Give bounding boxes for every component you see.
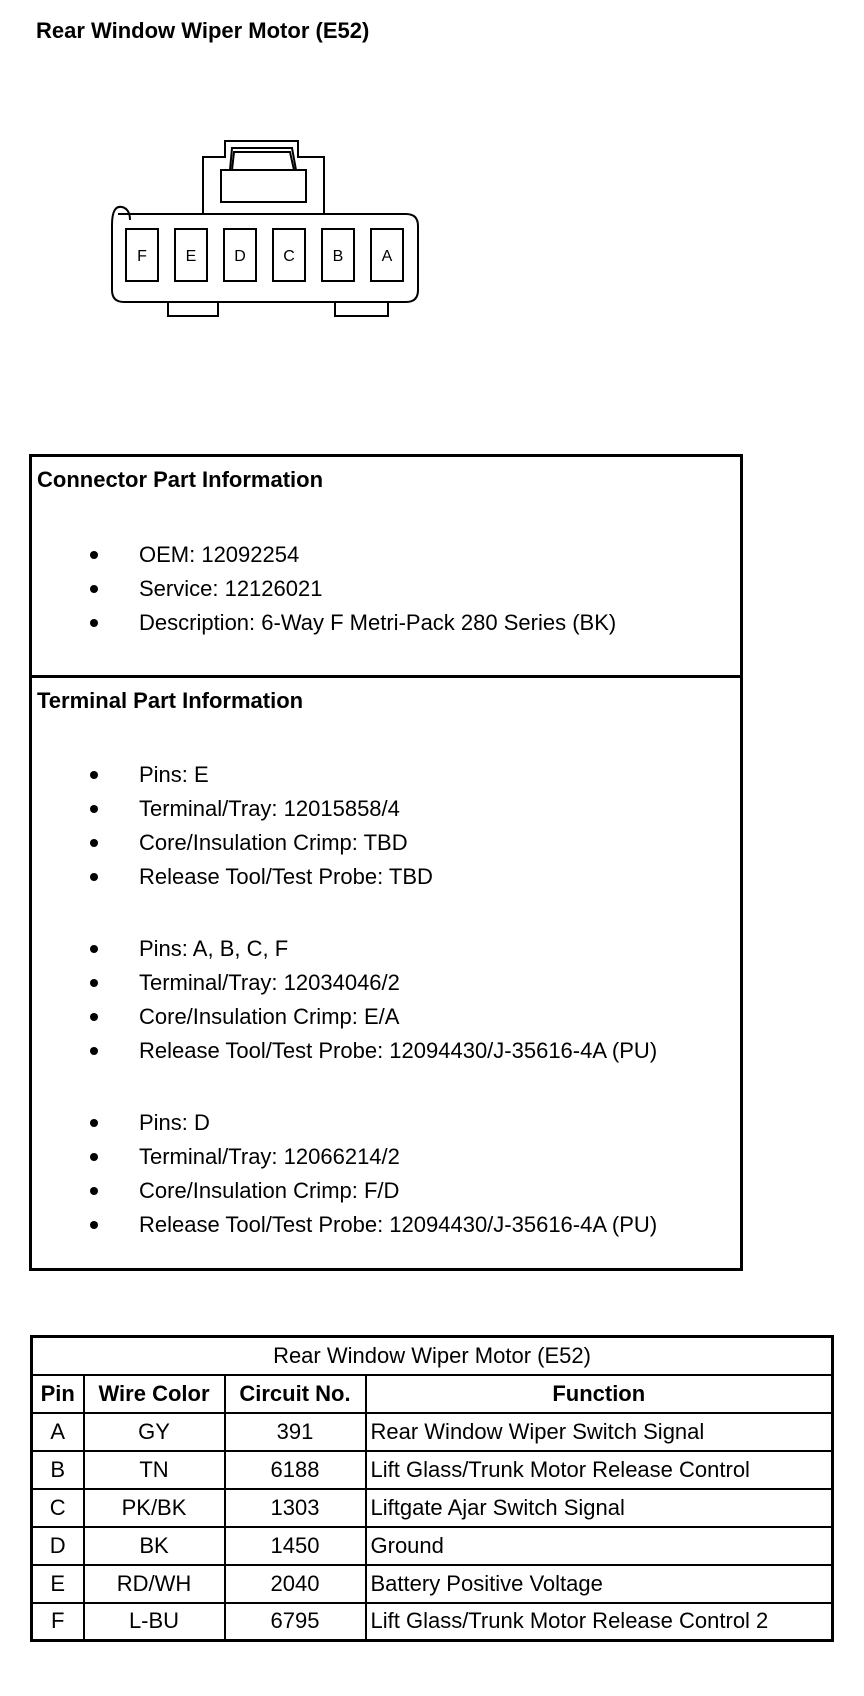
bullet-icon [90,979,98,987]
function-cell: Liftgate Ajar Switch Signal [366,1489,833,1527]
wire-color-cell: RD/WH [84,1565,225,1603]
circuit-cell: 2040 [225,1565,366,1603]
list-item-text: Service: 12126021 [139,576,323,601]
pin-cell: E [32,1565,84,1603]
list-item-text: Terminal/Tray: 12034046/2 [139,970,400,995]
wire-color-cell: TN [84,1451,225,1489]
list-item-text: Terminal/Tray: 12066214/2 [139,1144,400,1169]
list-item-text: Release Tool/Test Probe: 12094430/J-35616-4A (PU) [139,1212,658,1237]
list-item-text: Pins: E [139,762,209,787]
connector-info-heading: Connector Part Information [37,467,324,492]
wire-color-cell: BK [84,1527,225,1565]
connector-tab-right [335,302,388,316]
terminal-info-heading: Terminal Part Information [37,688,304,713]
list-item-text: Core/Insulation Crimp: TBD [139,830,408,855]
bullet-icon [90,945,98,953]
circuit-cell: 391 [225,1413,366,1451]
bullet-icon [90,551,98,559]
bullet-icon [90,585,98,593]
pin-label: E [185,248,197,265]
list-item-text: Release Tool/Test Probe: TBD [139,864,433,889]
pinout-table-caption: Rear Window Wiper Motor (E52) [32,1337,833,1375]
pin-label: F [137,248,147,265]
column-header: Circuit No. [225,1375,366,1413]
pin-label: C [283,248,295,265]
bullet-icon [90,619,98,627]
page-title: Rear Window Wiper Motor (E52) [36,18,370,43]
pin-cell: D [32,1527,84,1565]
connector-latch [221,170,306,202]
circuit-cell: 6795 [225,1603,366,1641]
list-item-text: Pins: D [139,1110,210,1135]
table-row [32,1603,833,1641]
bullet-icon [90,1187,98,1195]
pin-cell: C [32,1489,84,1527]
wire-color-cell: PK/BK [84,1489,225,1527]
pin-cell: A [32,1413,84,1451]
pin-cell: F [32,1603,84,1641]
pin-label: D [234,248,246,265]
pin-label: B [332,248,344,265]
circuit-cell: 1303 [225,1489,366,1527]
wire-color-cell: L-BU [84,1603,225,1641]
column-header: Wire Color [84,1375,225,1413]
bullet-icon [90,1013,98,1021]
pin-label: A [381,248,393,265]
function-cell: Ground [366,1527,833,1565]
pin-cell: B [32,1451,84,1489]
table-row [32,1527,833,1565]
list-item-text: Core/Insulation Crimp: E/A [139,1004,400,1029]
table-row [32,1489,833,1527]
bullet-icon [90,839,98,847]
bullet-icon [90,1047,98,1055]
column-header: Function [366,1375,833,1413]
function-cell: Lift Glass/Trunk Motor Release Control [366,1451,833,1489]
function-cell: Battery Positive Voltage [366,1565,833,1603]
list-item-text: OEM: 12092254 [139,542,300,567]
table-row [32,1451,833,1489]
function-cell: Rear Window Wiper Switch Signal [366,1413,833,1451]
part-info-box [29,454,743,1271]
pinout-table [30,1335,834,1642]
column-header: Pin [32,1375,84,1413]
list-item-text: Pins: A, B, C, F [139,936,289,961]
table-row [32,1413,833,1451]
connector-part-info [32,457,740,678]
wire-color-cell: GY [84,1413,225,1451]
list-item-text: Description: 6-Way F Metri-Pack 280 Series (BK) [139,610,617,635]
connector-tab-left [168,302,218,316]
bullet-icon [90,805,98,813]
list-item-text: Core/Insulation Crimp: F/D [139,1178,400,1203]
connector-diagram [0,0,864,400]
list-item-text: Release Tool/Test Probe: 12094430/J-35616-4A (PU) [139,1038,658,1063]
bullet-icon [90,771,98,779]
list-item-text: Terminal/Tray: 12015858/4 [139,796,400,821]
bullet-icon [90,1221,98,1229]
table-row [32,1565,833,1603]
circuit-cell: 6188 [225,1451,366,1489]
circuit-cell: 1450 [225,1527,366,1565]
bullet-icon [90,1119,98,1127]
function-cell: Lift Glass/Trunk Motor Release Control 2 [366,1603,833,1641]
bullet-icon [90,1153,98,1161]
bullet-icon [90,873,98,881]
